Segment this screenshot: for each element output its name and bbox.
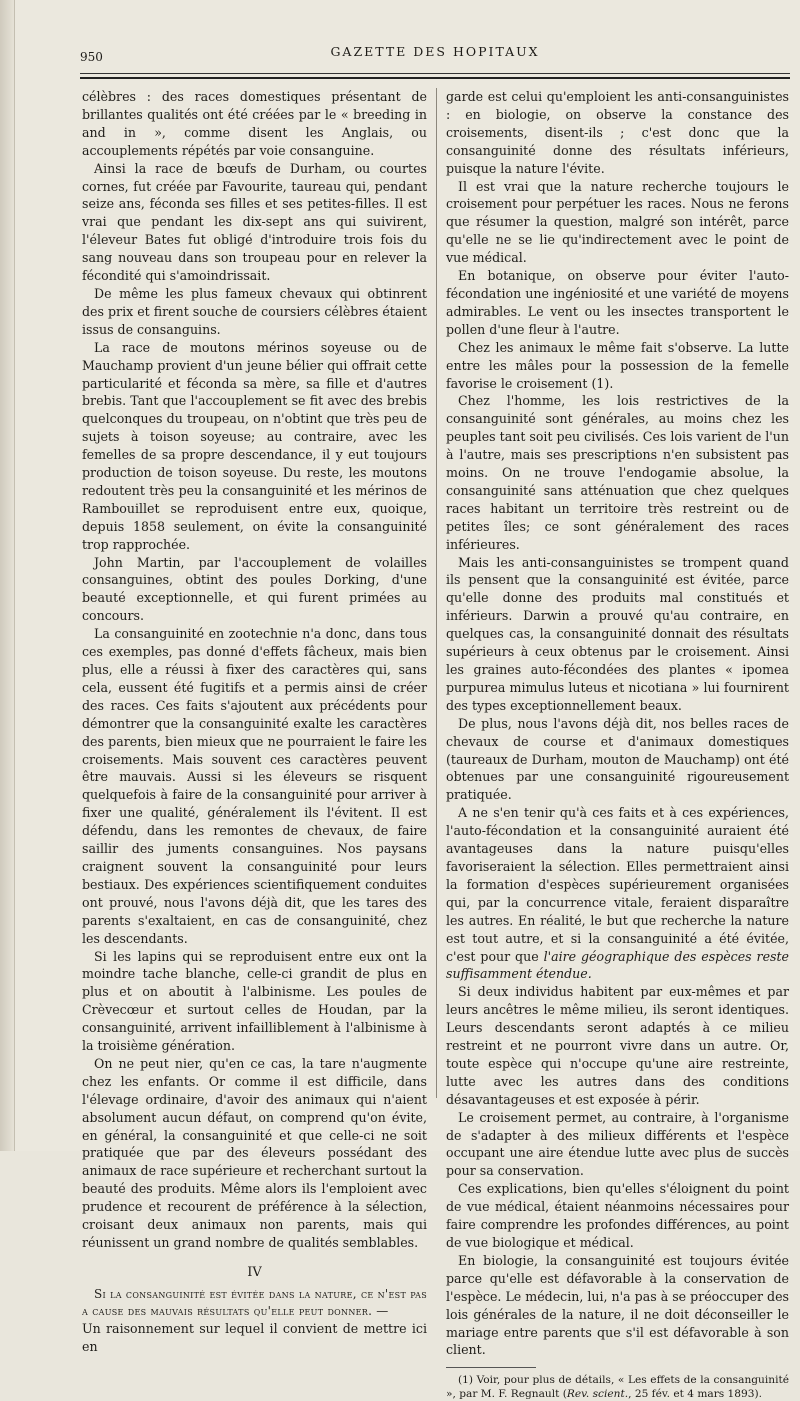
paragraph: On ne peut nier, qu'en ce cas, la tare n'augmente chez les enfants. Or comme il est difficile, dans l'élevage ordinaire, d'avoir des animaux qui n'aient absolument aucun défaut, on comprend qu'on évite, en général, la consanguinité et que celle-ci ne soit pratiquée que par des éleveurs possédant des animaux de race supérieure et recherchant surtout la beauté des produits. Même alors ils l'emploient avec prudence et recourent de préférence à la sélection, croisant deux animaux non parents, mais qui réunissent un grand nombre de qualités semblables. xyxy=(82,1055,427,1250)
paragraph: Ces explications, bien qu'elles s'éloignent du point de vue médical, étaient néanmoins nécessaires pour faire comprendre les profondes différences, au point de vue biologique et médical. xyxy=(446,1181,789,1250)
binding-gutter xyxy=(0,0,15,1151)
paragraph: Mais les anti-consanguinistes se trompent quand ils pensent que la consanguinité est évitée, parce qu'elle donne des produits mal constitués et inférieurs. Darwin a prouvé qu'au contraire, en quelques cas, la consanguinité donnait des résultats supérieurs à ceux obtenus par le croisement. Ainsi les graines auto-fécondées des plantes « ipomea purpurea mimulus luteus et nicotiana » lui fournirent des types exceptionnellement beaux. xyxy=(446,554,789,713)
paragraph: La consanguinité en zootechnie n'a donc, dans tous ces exemples, pas donné d'effets fâcheux, mais bien plus, elle a réussi à fixer des caractères qui, sans cela, eussent été fugitifs et a permis ainsi de créer des races. Ces faits s'ajoutent aux précédents pour démontrer que la consanguinité exalte les caractères des parents, bien mieux que ne pourraient le faire les croisements. Mais souvent ces caractères peuvent être mauvais. Aussi si les éleveurs se risquent quelquefois à faire de la consanguinité pour arriver à fixer une qualité, généralement ils l'évitent. Il est défendu, dans les remontes de chevaux, de faire saillir des juments consanguines. Nos paysans craignent souvent la consanguinité pour leurs bestiaux. Des expériences scientifiquement conduites ont prouvé, nous l'avons déjà dit, que les tares des parents s'exaltaient, en cas de consanguinité, chez les descendants. xyxy=(82,626,427,946)
header-rule-thick xyxy=(80,77,790,79)
section-number: IV xyxy=(247,1264,262,1280)
paragraph xyxy=(446,804,789,983)
italic-phrase: l'aire géographique des espèces reste suffisamment étendue. xyxy=(446,948,789,982)
footnote xyxy=(446,1373,789,1401)
paragraph: Si deux individus habitent par eux-mêmes et par leurs ancêtres le même milieu, ils seront identiques. Leurs descendants seront adaptés à ce milieu restreint et ne pourront vivre dans un autre. Or, toute espèce qui n'occupe qu'une aire restreinte, lutte avec les autres dans des conditions désavantageuses et est exposée à périr. xyxy=(446,984,789,1107)
paragraph: De même les plus fameux chevaux qui obtinrent des prix et firent souche de coursiers célèbres étaient issus de consanguins. xyxy=(82,285,427,337)
paragraph: John Martin, par l'accouplement de volailles consanguines, obtint des poules Dorking, d'une beauté exceptionnelle, et qui furent primées au concours. xyxy=(82,554,427,624)
header-rule-thin xyxy=(80,73,790,74)
paragraph: Chez l'homme, les lois restrictives de la consanguinité sont générales, au moins chez les peuples tant soit peu civilisés. Ces lois varient de l'un à l'autre, mais ses prescriptions n'en subsistent pas moins. On ne trouve l'endogamie absolue, la consanguinité sans atténuation que chez quelques races habitant un territoire très restreint ou de petites îles; ce sont généralement des races inférieures. xyxy=(446,393,789,552)
page-number: 950 xyxy=(80,50,103,64)
paragraph-text: A ne s'en tenir qu'à ces faits et à ces expériences, l'auto-fécondation et la consanguinité auraient été avantageuses dans la nature puisqu'elles favoriseraient la sélection. Elles permettraient ainsi la formation d'espèces supérieurement organisées qui, par la concurrence vitale, feraient disparaître les autres. En réalité, le but que recherche la nature est tout autre, et si la consanguinité a été évitée, c'est pour que xyxy=(446,805,789,964)
paragraph: En botanique, on observe pour éviter l'auto-fécondation une ingéniosité et une variété de moyens admirables. Le vent ou les insectes transportent le pollen d'une fleur à l'autre. xyxy=(446,268,789,337)
footnote-rule xyxy=(446,1367,536,1368)
footnote-citation: Rev. scient. xyxy=(566,1388,629,1401)
right-column xyxy=(446,88,789,1401)
running-title: GAZETTE DES HOPITAUX xyxy=(330,44,540,59)
paragraph: De plus, nous l'avons déjà dit, nos belles races de chevaux de course et d'animaux domestiques (taureaux de Durham, mouton de Mauchamp) ont été obtenues par une consanguinité rigoureusement pratiquée. xyxy=(446,715,789,803)
paragraph: Le croisement permet, au contraire, à l'organisme de s'adapter à des milieux différents et l'espèce occupant une aire étendue lutte avec plus de succès pour sa conservation. xyxy=(446,1109,789,1179)
paragraph: garde est celui qu'emploient les anti-consanguinistes : en biologie, on observe la constance des croisements, disent-ils ; c'est donc que la consanguinité donne des résultats inférieurs, puisque la nature l'évite. xyxy=(446,89,789,176)
page-header xyxy=(80,44,790,62)
paragraph: Si les lapins qui se reproduisent entre eux ont la moindre tache blanche, celle-ci grandit de plus en plus et on aboutit à l'albinisme. Les poules de Crèvecœur et surtout celles de Houdan, par la consanguinité, arrivent infailliblement à l'albinisme à la troisième génération. xyxy=(82,948,427,1054)
left-column xyxy=(82,88,428,1354)
paragraph: En biologie, la consanguinité est toujours évitée parce qu'elle est défavorable à la conservation de l'espèce. Le médecin, lui, n'a pas à se préoccuper des lois générales de la nature, il ne doit déconseiller le mariage entre parents que s'il est défavorable à son client. xyxy=(446,1252,789,1358)
paragraph: Ainsi la race de bœufs de Durham, ou courtes cornes, fut créée par Favourite, taureau qui, pendant seize ans, féconda ses filles et ses petites-filles. Il est vrai que pendant les dix-sept ans qui suivirent, l'éleveur Bates fut obligé d'introduire trois fois du sang nouveau dans son troupeau pour en relever la fécondité qui s'amoindrissait. xyxy=(82,160,427,284)
paragraph: La race de moutons mérinos soyeuse ou de Mauchamp provient d'un jeune bélier qui offrait cette particularité et féconda sa mère, sa fille et d'autres brebis. Tant que l'accouplement se fit avec des brebis quelconques du troupeau, on n'obtint que très peu de sujets à toison soyeuse; au contraire, avec les femelles de sa propre descendance, il y eut toujours production de toison soyeuse. Du reste, les moutons redoutent très peu la consanguinité et les mérinos de Rambouillet se reproduisent entre eux, quoique, depuis 1858 seulement, on évite la consanguinité trop rapprochée. xyxy=(82,339,427,552)
paragraph: Il est vrai que la nature recherche toujours le croisement pour perpétuer les races. Nous ne ferons que résumer la question, malgré son intérêt, parce qu'elle ne se lie qu'indirectement avec le point de vue médical. xyxy=(446,178,789,266)
section-title: Si la consanguinité est évitée dans la nature, ce n'est pas a cause des mauvais résultats qu'elle peut donner. — xyxy=(82,1286,428,1318)
paragraph: Un raisonnement sur lequel il convient de mettre ici en xyxy=(82,1320,427,1354)
paragraph: célèbres : des races domestiques présentant de brillantes qualités ont été créées par le « breeding in and in », comme disent les Anglais, ou accouplements répétés par voie consanguine. xyxy=(82,89,427,158)
footnote-text: (1) Voir, pour plus de détails, « Les effets de la consanguinité », par M. F. Regnault ( xyxy=(446,1374,789,1401)
footnote-text-end: , 25 fév. et 4 mars 1893). xyxy=(628,1388,763,1401)
column-divider xyxy=(436,88,437,1098)
paragraph: Chez les animaux le même fait s'observe. La lutte entre les mâles pour la possession de la femelle favorise le croisement (1). xyxy=(446,339,789,391)
